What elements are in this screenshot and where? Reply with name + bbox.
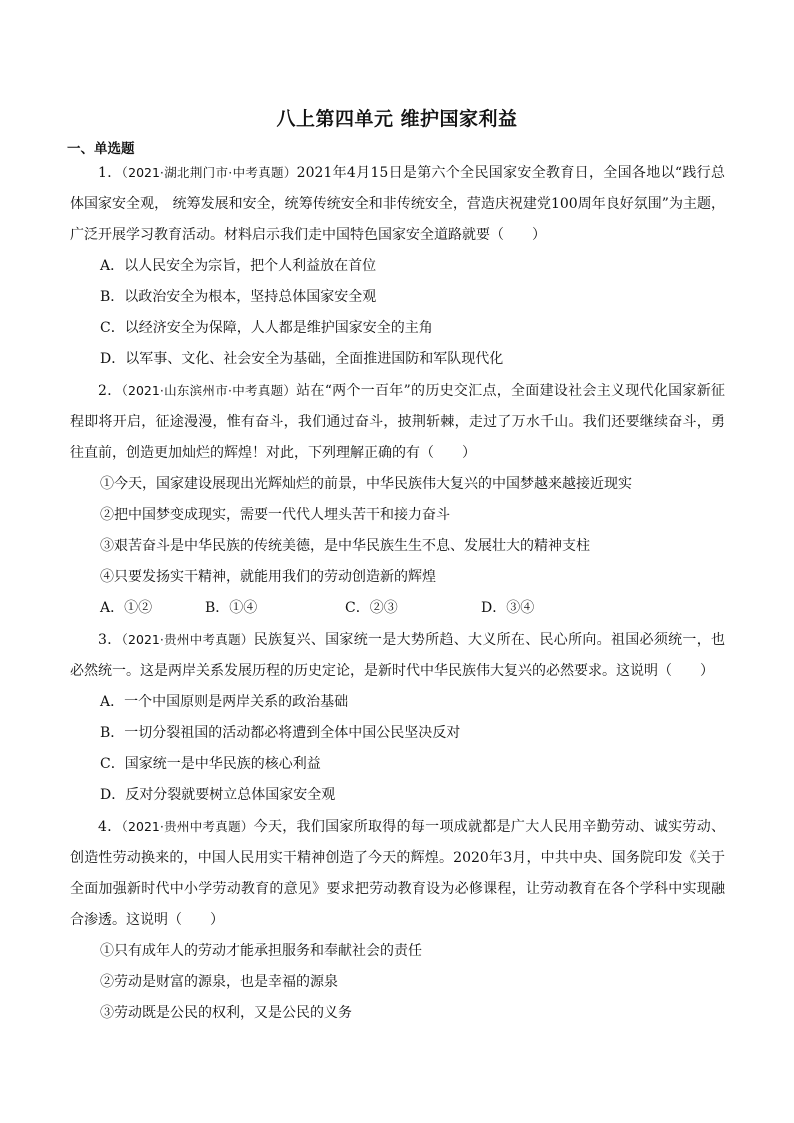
question-stem xyxy=(70,811,725,936)
question-stem xyxy=(70,624,725,687)
question-text: 今天，我们国家所取得的每一项成就都是广大人民用辛勤劳动、诚实劳动、创造性劳动换来的，中国人民用实干精神创造了今天的辉煌。2020年3月，中共中央、国务院印发《关于全面加强新时代中小学劳动教育的意见》要求把劳动教育设为必修课程，让劳动教育在各个学科中实现融合渗透。这说明（ ） xyxy=(70,819,725,928)
choice-b: B．①④ xyxy=(205,600,258,616)
option-a: A．以人民安全为宗旨，把个人利益放在首位 xyxy=(100,258,377,274)
section-heading: 一、单选题 xyxy=(67,141,135,157)
statement-1: ①只有成年人的劳动才能承担服务和奉献社会的责任 xyxy=(100,943,422,959)
question-number: 1． xyxy=(98,165,122,181)
option-b: B．一切分裂祖国的活动都必将遭到全体中国公民坚决反对 xyxy=(100,725,461,741)
choice-a: A．①② xyxy=(100,600,153,616)
question-1 xyxy=(70,157,725,375)
option-c: C．国家统一是中华民族的核心利益 xyxy=(100,756,321,772)
question-number: 4． xyxy=(98,819,122,835)
question-stem xyxy=(70,157,725,251)
choice-c: C．②③ xyxy=(345,600,398,616)
option-d: D．反对分裂就要树立总体国家安全观 xyxy=(100,787,336,803)
question-number: 3． xyxy=(98,632,122,648)
statement-2: ②把中国梦变成现实，需要一代代人埋头苦干和接力奋斗 xyxy=(100,507,450,523)
question-4 xyxy=(70,811,725,1029)
statement-4: ④只要发扬实干精神，就能用我们的劳动创造新的辉煌 xyxy=(100,569,436,585)
document-title: 八上第四单元 维护国家利益 xyxy=(276,108,518,130)
question-source: （2021·贵州中考真题） xyxy=(121,819,254,834)
question-source: （2021·湖北荆门市·中考真题） xyxy=(121,165,297,180)
option-d: D．以军事、文化、社会安全为基础，全面推进国防和军队现代化 xyxy=(100,351,504,367)
choice-row xyxy=(70,593,725,624)
question-text: 2021年4月15日是第六个全民国家安全教育日，全国各地以“践行总体国家安全观， 统筹发展和安全，统筹传统安全和非传统安全，营造庆祝建党100周年良好氛围”为主题，广泛开展学习教育活动。材料启示我们走中国特色国家安全道路就要（ ） xyxy=(70,165,725,243)
statement-2: ②劳动是财富的源泉，也是幸福的源泉 xyxy=(100,974,338,990)
question-3 xyxy=(70,624,725,811)
question-source: （2021·山东滨州市·中考真题） xyxy=(121,383,297,398)
question-source: （2021·贵州中考真题） xyxy=(121,632,254,647)
option-c: C．以经济安全为保障，人人都是维护国家安全的主角 xyxy=(100,320,433,336)
option-a: A．一个中国原则是两岸关系的政治基础 xyxy=(100,694,349,710)
option-b: B．以政治安全为根本，坚持总体国家安全观 xyxy=(100,289,377,305)
question-stem xyxy=(70,375,725,469)
statement-3: ③劳动既是公民的权利，又是公民的义务 xyxy=(100,1005,352,1021)
question-2 xyxy=(70,375,725,624)
statement-3: ③艰苦奋斗是中华民族的传统美德，是中华民族生生不息、发展壮大的精神支柱 xyxy=(100,538,590,554)
question-text: 民族复兴、国家统一是大势所趋、大义所在、民心所向。祖国必须统一，也必然统一。这是两岸关系发展历程的历史定论，是新时代中华民族伟大复兴的必然要求。这说明（ ） xyxy=(70,632,725,679)
question-text: 站在“两个一百年”的历史交汇点，全面建设社会主义现代化国家新征程即将开启，征途漫漫，惟有奋斗，我们通过奋斗，披荆斩棘，走过了万水千山。我们还要继续奋斗，勇往直前，创造更加灿烂的辉煌！对此，下列理解正确的有（ ） xyxy=(70,383,725,461)
question-list xyxy=(70,157,725,1029)
statement-1: ①今天，国家建设展现出光辉灿烂的前景，中华民族伟大复兴的中国梦越来越接近现实 xyxy=(100,476,632,492)
question-number: 2． xyxy=(98,383,122,399)
choice-d: D．③④ xyxy=(481,600,535,616)
